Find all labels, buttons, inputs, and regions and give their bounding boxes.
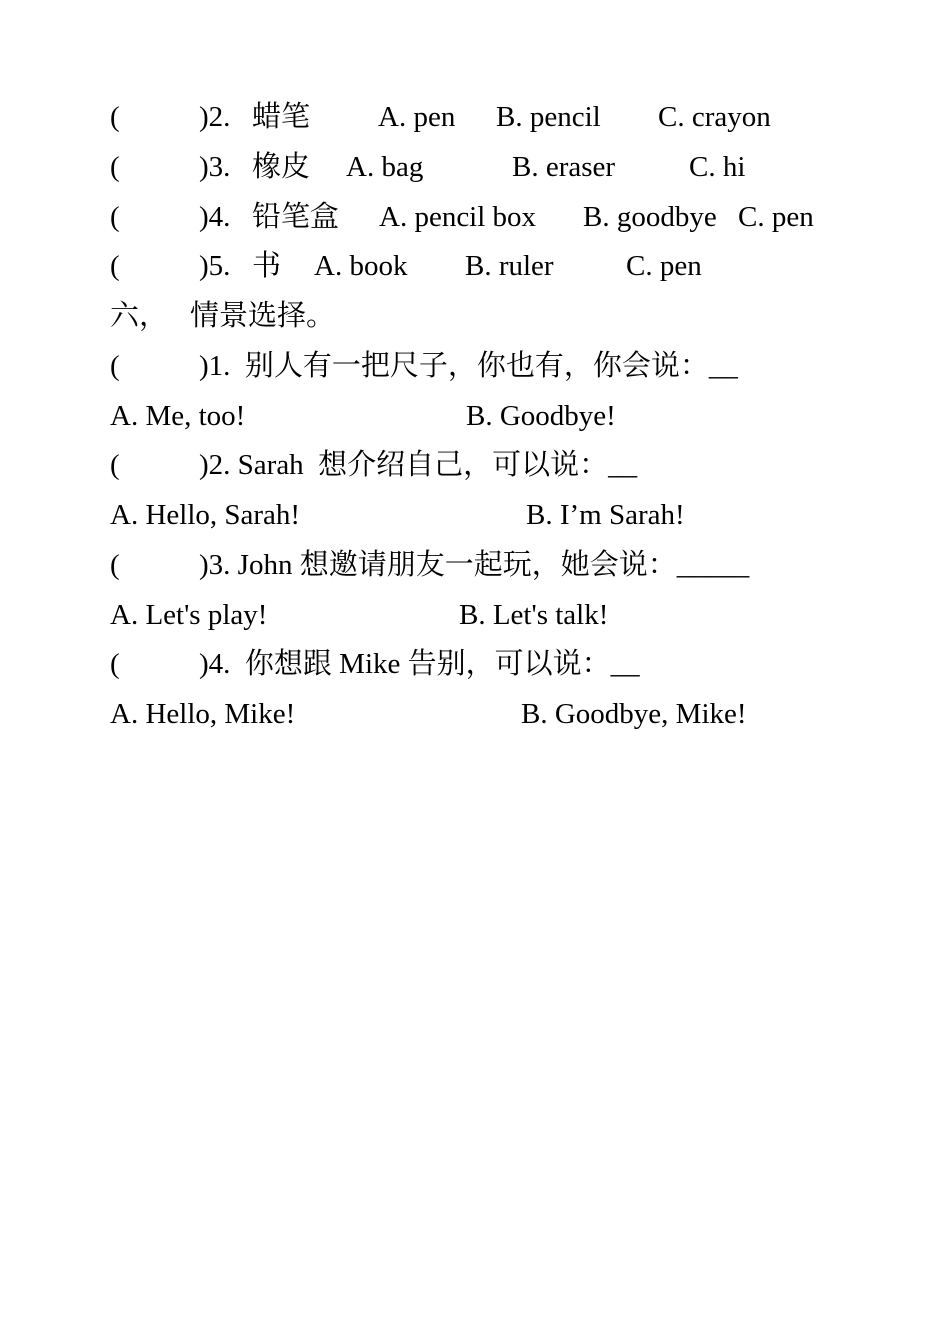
option-b: B. ruler [465, 250, 554, 282]
option-a: A. bag [346, 151, 424, 183]
answer-paren-open: ( [110, 250, 120, 282]
option-a: A. Let's play! [110, 599, 268, 631]
question-number: )5. [199, 250, 231, 282]
option-c: C. crayon [658, 101, 771, 133]
option-a: A. pen [378, 101, 456, 133]
answer-paren-open: ( [110, 201, 120, 233]
vocab-question-3 [0, 147, 950, 187]
answer-paren-open: ( [110, 648, 120, 680]
option-c: C. pen [738, 201, 814, 233]
option-b: B. Goodbye, Mike! [521, 698, 747, 730]
chinese-word: 铅笔盒 [252, 201, 340, 233]
vocab-question-5 [0, 246, 950, 286]
option-b: B. I’m Sarah! [526, 499, 685, 531]
question-number: )2. [199, 101, 231, 133]
situation-options-1 [0, 396, 950, 436]
section-number: 六， [110, 300, 169, 332]
option-a: A. Hello, Mike! [110, 698, 296, 730]
question-text: )4. 你想跟 Mike 告别，可以说：__ [199, 648, 640, 680]
option-a: A. book [314, 250, 408, 282]
situation-question-3 [0, 545, 950, 585]
option-b: B. Let's talk! [459, 599, 609, 631]
question-number: )3. [199, 151, 231, 183]
option-b: B. eraser [512, 151, 616, 183]
option-c: C. hi [689, 151, 746, 183]
option-a: A. Me, too! [110, 400, 246, 432]
answer-paren-open: ( [110, 449, 120, 481]
question-number: )4. [199, 201, 231, 233]
option-a: A. Hello, Sarah! [110, 499, 301, 531]
option-b: B. goodbye [583, 201, 717, 233]
section-title: 情景选择。 [190, 300, 336, 332]
option-b: B. pencil [496, 101, 601, 133]
vocab-question-2 [0, 97, 950, 137]
option-c: C. pen [626, 250, 702, 282]
answer-paren-open: ( [110, 151, 120, 183]
answer-paren-open: ( [110, 549, 120, 581]
chinese-word: 书 [252, 250, 282, 282]
answer-paren-open: ( [110, 101, 120, 133]
question-text: )1. 别人有一把尺子，你也有，你会说：__ [199, 350, 738, 382]
chinese-word: 蜡笔 [252, 101, 311, 133]
question-text: )3. John 想邀请朋友一起玩，她会说：_____ [199, 549, 750, 581]
situation-options-3 [0, 595, 950, 635]
vocab-question-4 [0, 197, 950, 237]
answer-paren-open: ( [110, 350, 120, 382]
question-text: )2. Sarah 想介绍自己，可以说：__ [199, 449, 638, 481]
option-a: A. pencil box [379, 201, 537, 233]
situation-question-4 [0, 644, 950, 684]
section-heading [0, 296, 950, 336]
situation-question-2 [0, 445, 950, 485]
chinese-word: 橡皮 [252, 151, 311, 183]
option-b: B. Goodbye! [466, 400, 616, 432]
situation-options-2 [0, 495, 950, 535]
situation-question-1 [0, 346, 950, 386]
situation-options-4 [0, 694, 950, 734]
